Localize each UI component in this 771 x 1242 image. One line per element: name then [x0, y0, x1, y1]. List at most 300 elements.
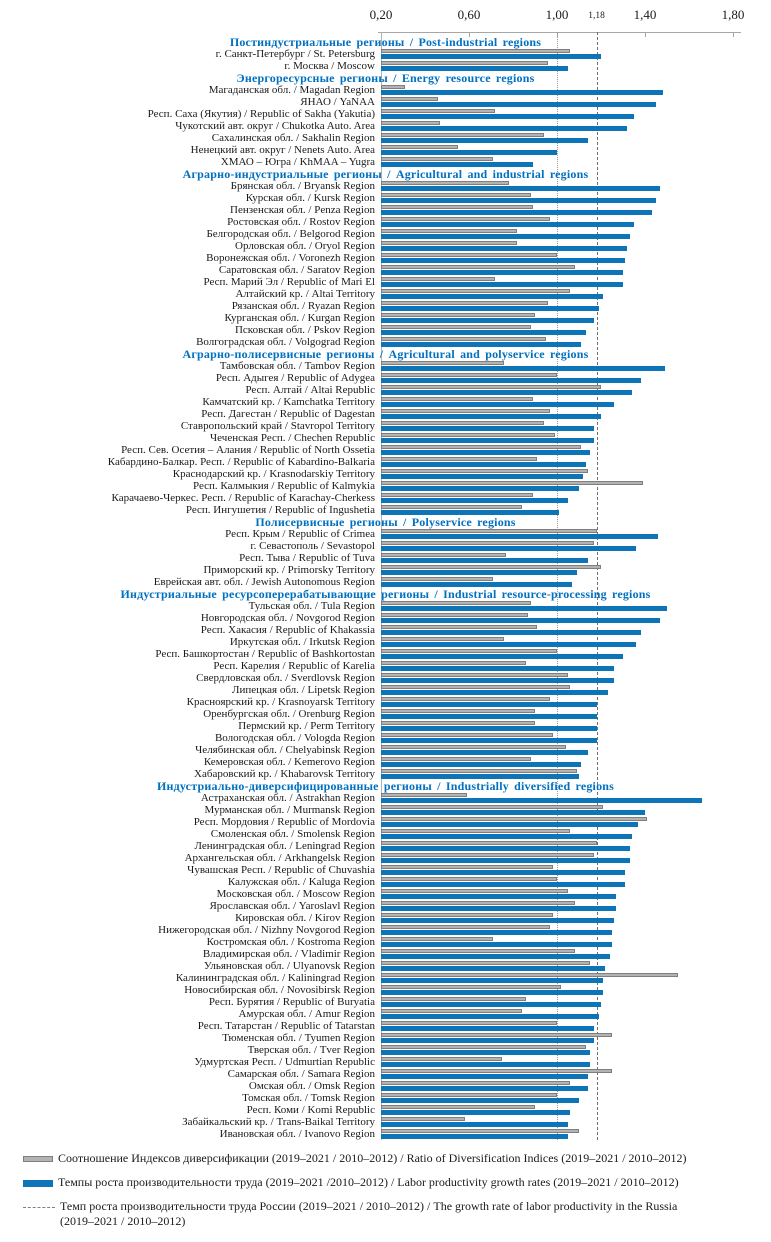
- productivity-growth-bar: [381, 138, 588, 143]
- region-row: [0, 936, 771, 948]
- group-header: Постиндустриальные регионы / Post-industrial regions: [229, 35, 542, 49]
- region-row: [0, 192, 771, 204]
- legend-label: Соотношение Индексов диверсификации (2019–2021 / 2010–2012) / Ratio of Diversification Indices (2019–2021 / 2010–2012): [58, 1151, 687, 1165]
- region-label: Мурманская обл. / Murmansk Region: [204, 804, 375, 816]
- diversification-ratio-bar: [381, 649, 557, 653]
- region-label: Смоленская обл. / Smolensk Region: [210, 828, 375, 840]
- productivity-growth-bar: [381, 1098, 579, 1103]
- region-label: Респ. Ингушетия / Republic of Ingushetia: [185, 504, 375, 516]
- region-label: Респ. Тыва / Republic of Tuva: [239, 552, 375, 564]
- diversification-ratio-bar: [381, 229, 517, 233]
- region-row: [0, 444, 771, 456]
- region-row: [0, 228, 771, 240]
- region-row: [0, 48, 771, 60]
- region-row: [0, 1056, 771, 1068]
- region-row: [0, 816, 771, 828]
- region-label: Пермский кр. / Perm Territory: [238, 720, 375, 732]
- diversification-ratio-bar: [381, 241, 517, 245]
- diversification-ratio-bar: [381, 1033, 612, 1037]
- productivity-growth-bar: [381, 606, 667, 611]
- diversification-ratio-bar: [381, 925, 550, 929]
- region-label: Кировская обл. / Kirov Region: [235, 912, 375, 924]
- region-row: [0, 864, 771, 876]
- diversification-ratio-bar: [381, 733, 553, 737]
- diversification-ratio-bar: [381, 1105, 535, 1109]
- region-label: Самарская обл. / Samara Region: [227, 1068, 375, 1080]
- region-row: [0, 948, 771, 960]
- region-row: [0, 1020, 771, 1032]
- diversification-ratio-bar: [381, 1069, 612, 1073]
- region-label: Астраханская обл. / Astrakhan Region: [200, 792, 375, 804]
- diversification-ratio-bar: [381, 313, 535, 317]
- productivity-growth-bar: [381, 798, 702, 803]
- productivity-growth-bar: [381, 1110, 570, 1115]
- region-label: Псковская обл. / Pskov Region: [234, 324, 375, 336]
- region-row: [0, 792, 771, 804]
- diversification-ratio-bar: [381, 193, 531, 197]
- productivity-growth-bar: [381, 714, 597, 719]
- region-row: [0, 708, 771, 720]
- productivity-growth-bar: [381, 762, 581, 767]
- group-header: Аграрно-полисервисные регионы / Agricultural and polyservice regions: [182, 347, 589, 361]
- blue-bar-swatch: [23, 1180, 53, 1187]
- productivity-growth-bar: [381, 870, 625, 875]
- productivity-growth-bar: [381, 54, 601, 59]
- region-row: [0, 528, 771, 540]
- legend: [23, 1151, 768, 1238]
- diversification-ratio-bar: [381, 433, 555, 437]
- productivity-growth-bar: [381, 942, 612, 947]
- region-row: [0, 684, 771, 696]
- diversification-ratio-bar: [381, 949, 575, 953]
- region-label: Ленинградская обл. / Leningrad Region: [194, 840, 375, 852]
- productivity-growth-bar: [381, 390, 632, 395]
- productivity-growth-bar: [381, 198, 656, 203]
- productivity-growth-bar: [381, 978, 603, 983]
- productivity-growth-bar: [381, 1134, 568, 1139]
- legend-label: [60, 1199, 677, 1229]
- region-row: [0, 552, 771, 564]
- diversification-ratio-bar: [381, 541, 594, 545]
- region-row: [0, 1092, 771, 1104]
- diversification-ratio-bar: [381, 49, 570, 53]
- region-label: Владимирская обл. / Vladimir Region: [202, 948, 375, 960]
- diversification-ratio-bar: [381, 205, 533, 209]
- region-row: [0, 312, 771, 324]
- productivity-growth-bar: [381, 1122, 568, 1127]
- region-row: [0, 612, 771, 624]
- diversification-ratio-bar: [381, 289, 570, 293]
- region-row: [0, 1008, 771, 1020]
- diversification-ratio-bar: [381, 661, 526, 665]
- region-row: [0, 468, 771, 480]
- region-row: [0, 456, 771, 468]
- region-label: Волгоградская обл. / Volgograd Region: [196, 336, 375, 348]
- productivity-growth-bar: [381, 810, 645, 815]
- region-row: [0, 240, 771, 252]
- productivity-growth-bar: [381, 258, 625, 263]
- region-label: Приморский кр. / Primorsky Territory: [203, 564, 375, 576]
- diversification-ratio-bar: [381, 253, 557, 257]
- diversification-ratio-bar: [381, 889, 568, 893]
- diversification-ratio-bar: [381, 325, 531, 329]
- diversification-ratio-bar: [381, 1081, 570, 1085]
- diversification-ratio-bar: [381, 817, 647, 821]
- region-label: Белгородская обл. / Belgorod Region: [206, 228, 375, 240]
- region-row: [0, 720, 771, 732]
- region-label: Респ. Саха (Якутия) / Republic of Sakha (Yakutia): [147, 108, 375, 120]
- productivity-growth-bar: [381, 966, 605, 971]
- region-row: [0, 1128, 771, 1140]
- region-label: Ульяновская обл. / Ulyanovsk Region: [203, 960, 375, 972]
- region-row: [0, 600, 771, 612]
- group-header: Индустриально-диверсифицированные регионы / Industrially diversified regions: [156, 779, 615, 793]
- legend-label-line2: (2019–2021 / 2010–2012): [60, 1214, 186, 1228]
- diversification-ratio-bar: [381, 1009, 522, 1013]
- region-row: [0, 972, 771, 984]
- region-label: Ставропольский край / Stavropol Territory: [180, 420, 375, 432]
- region-row: [0, 1068, 771, 1080]
- region-label: Ярославская обл. / Yaroslavl Region: [209, 900, 375, 912]
- region-label: Брянская обл. / Bryansk Region: [230, 180, 375, 192]
- diversification-ratio-bar: [381, 469, 588, 473]
- region-row: [0, 1032, 771, 1044]
- region-row: [0, 960, 771, 972]
- region-row: [0, 564, 771, 576]
- region-label: Тамбовская обл. / Tambov Region: [219, 360, 375, 372]
- legend-item-russia-rate: [23, 1199, 768, 1229]
- productivity-growth-bar: [381, 426, 594, 431]
- legend-item-productivity: [23, 1175, 768, 1190]
- region-label: Кемеровская обл. / Kemerovo Region: [203, 756, 375, 768]
- productivity-growth-bar: [381, 822, 638, 827]
- productivity-growth-bar: [381, 186, 660, 191]
- productivity-growth-bar: [381, 294, 603, 299]
- region-label: Ненецкий авт. округ / Nenets Auto. Area: [190, 144, 375, 156]
- region-label: Респ. Коми / Komi Republic: [246, 1104, 375, 1116]
- diversification-ratio-bar: [381, 145, 458, 149]
- productivity-growth-bar: [381, 990, 603, 995]
- region-label: Красноярский кр. / Krasnoyarsk Territory: [186, 696, 375, 708]
- region-row: [0, 276, 771, 288]
- productivity-growth-bar: [381, 618, 660, 623]
- productivity-growth-bar: [381, 654, 623, 659]
- region-row: [0, 912, 771, 924]
- diversification-ratio-bar: [381, 457, 537, 461]
- region-label: г. Санкт-Петербург / St. Petersburg: [215, 48, 375, 60]
- legend-item-diversification: [23, 1151, 768, 1166]
- diversification-ratio-bar: [381, 361, 504, 365]
- diversification-ratio-bar: [381, 61, 548, 65]
- diversification-ratio-bar: [381, 109, 495, 113]
- region-row: [0, 396, 771, 408]
- productivity-growth-bar: [381, 402, 614, 407]
- region-label: Респ. Татарстан / Republic of Tatarstan: [197, 1020, 375, 1032]
- region-row: [0, 888, 771, 900]
- productivity-growth-bar: [381, 222, 634, 227]
- region-row: [0, 660, 771, 672]
- productivity-growth-bar: [381, 678, 614, 683]
- region-row: [0, 756, 771, 768]
- diversification-ratio-bar: [381, 157, 493, 161]
- diversification-ratio-bar: [381, 121, 440, 125]
- region-row: [0, 852, 771, 864]
- region-label: Новгородская обл. / Novgorod Region: [200, 612, 375, 624]
- productivity-growth-bar: [381, 726, 597, 731]
- productivity-growth-bar: [381, 1014, 599, 1019]
- region-row: [0, 432, 771, 444]
- productivity-growth-bar: [381, 234, 630, 239]
- region-label: Камчатский кр. / Kamchatka Territory: [202, 396, 375, 408]
- region-label: Кабардино-Балкар. Респ. / Republic of Kabardino-Balkaria: [107, 456, 375, 468]
- diversification-ratio-bar: [381, 961, 590, 965]
- x-axis-tick-label: 0,60: [457, 7, 481, 22]
- productivity-growth-bar: [381, 486, 579, 491]
- region-label: ХМАО – Югра / KhMAA – Yugra: [220, 156, 375, 168]
- diversification-ratio-bar: [381, 673, 568, 677]
- region-row: [0, 216, 771, 228]
- productivity-growth-bar: [381, 534, 658, 539]
- region-label: Свердловская обл. / Sverdlovsk Region: [196, 672, 375, 684]
- region-label: Липецкая обл. / Lipetsk Region: [231, 684, 375, 696]
- diversification-ratio-bar: [381, 565, 601, 569]
- diversification-ratio-bar: [381, 265, 575, 269]
- productivity-growth-bar: [381, 846, 630, 851]
- diversification-ratio-bar: [381, 841, 597, 845]
- region-label: Нижегородская обл. / Nizhny Novgorod Region: [158, 924, 375, 936]
- productivity-growth-bar: [381, 318, 594, 323]
- diversification-ratio-bar: [381, 901, 575, 905]
- diversification-ratio-bar: [381, 529, 597, 533]
- region-row: [0, 696, 771, 708]
- group-header: Энергоресурсные регионы / Energy resource regions: [236, 71, 535, 85]
- region-label: ЯНАО / YaNAA: [300, 96, 375, 108]
- region-label: Орловская обл. / Oryol Region: [235, 240, 375, 252]
- region-row: [0, 480, 771, 492]
- region-row: [0, 120, 771, 132]
- productivity-growth-bar: [381, 210, 652, 215]
- region-label: Удмуртская Респ. / Udmurtian Republic: [194, 1056, 375, 1068]
- region-label: Вологодская обл. / Vologda Region: [214, 732, 375, 744]
- productivity-growth-bar: [381, 918, 614, 923]
- productivity-growth-bar: [381, 102, 656, 107]
- region-row: [0, 624, 771, 636]
- productivity-growth-bar: [381, 1002, 601, 1007]
- productivity-growth-bar: [381, 690, 608, 695]
- region-label: Еврейская авт. обл. / Jewish Autonomous Region: [153, 576, 375, 588]
- productivity-growth-bar: [381, 246, 627, 251]
- productivity-growth-bar: [381, 414, 601, 419]
- diversification-ratio-bar: [381, 829, 570, 833]
- region-row: [0, 828, 771, 840]
- diversification-ratio-bar: [381, 793, 467, 797]
- region-row: [0, 132, 771, 144]
- region-label: Саратовская обл. / Saratov Region: [218, 264, 375, 276]
- diversification-ratio-bar: [381, 709, 535, 713]
- productivity-growth-bar: [381, 1074, 588, 1079]
- region-label: Омская обл. / Omsk Region: [248, 1080, 375, 1092]
- diversification-ratio-bar: [381, 481, 643, 485]
- region-label: Иркутская обл. / Irkutsk Region: [229, 636, 375, 648]
- region-label: Новосибирская обл. / Novosibirsk Region: [184, 984, 375, 996]
- region-row: [0, 648, 771, 660]
- productivity-growth-bar: [381, 882, 625, 887]
- legend-label: Темпы роста производительности труда (2019–2021 /2010–2012) / Labor productivity growth rates (2019–2021 / 2010–2012): [58, 1175, 679, 1189]
- productivity-growth-bar: [381, 630, 641, 635]
- region-row: [0, 1104, 771, 1116]
- group-header: Индустриальные ресурсоперерабатывающие регионы / Industrial resource-processing regions: [120, 587, 651, 601]
- region-row: [0, 108, 771, 120]
- productivity-growth-bar: [381, 930, 612, 935]
- productivity-growth-bar: [381, 666, 614, 671]
- productivity-growth-bar: [381, 498, 568, 503]
- x-axis-tick-label: 1,18: [588, 11, 605, 21]
- productivity-growth-bar: [381, 270, 623, 275]
- x-axis-tick-label: 1,40: [633, 7, 657, 22]
- chart-rows: [0, 36, 771, 1140]
- productivity-growth-bar: [381, 306, 599, 311]
- x-axis-tick-label: 0,20: [369, 7, 393, 22]
- productivity-growth-bar: [381, 894, 616, 899]
- diversification-ratio-bar: [381, 337, 546, 341]
- region-label: Воронежская обл. / Voronezh Region: [206, 252, 375, 264]
- region-label: Алтайский кр. / Altai Territory: [235, 288, 375, 300]
- region-row: [0, 324, 771, 336]
- region-row: [0, 732, 771, 744]
- region-label: Челябинская обл. / Chelyabinsk Region: [195, 744, 375, 756]
- region-row: [0, 744, 771, 756]
- productivity-growth-bar: [381, 378, 641, 383]
- region-row: [0, 984, 771, 996]
- region-label: Чукотский авт. округ / Chukotka Auto. Area: [175, 120, 375, 132]
- productivity-growth-bar: [381, 1062, 590, 1067]
- region-row: [0, 840, 771, 852]
- diversification-ratio-bar: [381, 997, 526, 1001]
- region-label: Чувашская Респ. / Republic of Chuvashia: [187, 864, 375, 876]
- legend-label-line1: Темп роста производительности труда России (2019–2021 / 2010–2012) / The growth rate of labor productivity in the Russia: [60, 1199, 678, 1213]
- diversification-ratio-bar: [381, 877, 557, 881]
- region-label: Респ. Калмыкия / Republic of Kalmykia: [192, 480, 375, 492]
- diversification-ratio-bar: [381, 769, 577, 773]
- productivity-growth-bar: [381, 1038, 594, 1043]
- diversification-ratio-bar: [381, 853, 594, 857]
- region-row: [0, 1044, 771, 1056]
- diversification-ratio-bar: [381, 445, 581, 449]
- region-row: [0, 252, 771, 264]
- region-row: [0, 204, 771, 216]
- region-label: Курская обл. / Kursk Region: [245, 192, 375, 204]
- region-row: [0, 384, 771, 396]
- diversification-ratio-bar: [381, 973, 678, 977]
- region-label: Респ. Крым / Republic of Crimea: [225, 528, 375, 540]
- diversification-ratio-bar: [381, 373, 557, 377]
- productivity-growth-bar: [381, 114, 634, 119]
- region-label: Ростовская обл. / Rostov Region: [227, 216, 375, 228]
- diversification-ratio-bar: [381, 1021, 557, 1025]
- productivity-growth-bar: [381, 906, 616, 911]
- productivity-growth-bar: [381, 126, 627, 131]
- diversification-ratio-bar: [381, 697, 550, 701]
- region-row: [0, 96, 771, 108]
- productivity-growth-bar: [381, 366, 665, 371]
- region-row: [0, 144, 771, 156]
- region-label: Респ. Хакасия / Republic of Khakassia: [200, 624, 375, 636]
- region-row: [0, 636, 771, 648]
- diversification-ratio-bar: [381, 637, 504, 641]
- region-label: Хабаровский кр. / Khabarovsk Territory: [194, 768, 375, 780]
- diversification-ratio-bar: [381, 685, 570, 689]
- diversification-ratio-bar: [381, 1057, 502, 1061]
- region-label: Магаданская обл. / Magadan Region: [208, 84, 375, 96]
- region-row: [0, 1080, 771, 1092]
- productivity-growth-bar: [381, 450, 590, 455]
- group-header: Аграрно-индустриальные регионы / Agricultural and industrial regions: [182, 167, 589, 181]
- diversification-ratio-bar: [381, 721, 535, 725]
- region-row: [0, 420, 771, 432]
- region-label: Московская обл. / Moscow Region: [216, 888, 375, 900]
- diversification-ratio-bar: [381, 1117, 465, 1121]
- region-row: [0, 408, 771, 420]
- diversification-ratio-bar: [381, 97, 438, 101]
- diversification-ratio-bar: [381, 937, 493, 941]
- region-label: Респ. Мордовия / Republic of Mordovia: [193, 816, 375, 828]
- region-row: [0, 876, 771, 888]
- productivity-growth-bar: [381, 462, 586, 467]
- region-label: Томская обл. / Tomsk Region: [242, 1092, 375, 1104]
- diversification-ratio-bar: [381, 505, 522, 509]
- productivity-growth-bar: [381, 1086, 588, 1091]
- region-label: Пензенская обл. / Penza Region: [230, 204, 375, 216]
- region-row: [0, 996, 771, 1008]
- region-label: Курганская обл. / Kurgan Region: [224, 312, 375, 324]
- region-label: Оренбургская обл. / Orenburg Region: [203, 708, 375, 720]
- region-label: Амурская обл. / Amur Region: [238, 1008, 375, 1020]
- productivity-growth-bar: [381, 150, 557, 155]
- region-label: Респ. Башкортостан / Republic of Bashkortostan: [155, 648, 375, 660]
- region-label: Тульская обл. / Tula Region: [248, 600, 375, 612]
- productivity-growth-bar: [381, 642, 636, 647]
- diversification-ratio-bar: [381, 277, 495, 281]
- region-label: Респ. Бурятия / Republic of Buryatia: [208, 996, 375, 1008]
- diversification-ratio-bar: [381, 625, 537, 629]
- x-axis-tick-label: 1,00: [545, 7, 569, 22]
- productivity-growth-bar: [381, 738, 597, 743]
- region-label: г. Москва / Moscow: [284, 60, 375, 72]
- diversification-ratio-bar: [381, 601, 531, 605]
- region-row: [0, 804, 771, 816]
- productivity-growth-bar: [381, 558, 588, 563]
- productivity-growth-bar: [381, 546, 636, 551]
- region-row: [0, 360, 771, 372]
- group-header: Полисервисные регионы / Polyservice regions: [255, 515, 516, 529]
- productivity-growth-bar: [381, 1026, 594, 1031]
- diversification-ratio-bar: [381, 913, 553, 917]
- region-row: [0, 288, 771, 300]
- region-label: Респ. Сев. Осетия – Алания / Republic of North Ossetia: [121, 444, 375, 456]
- productivity-growth-bar: [381, 1050, 590, 1055]
- region-row: [0, 672, 771, 684]
- diversification-ratio-bar: [381, 133, 544, 137]
- region-label: Тверская обл. / Tver Region: [247, 1044, 375, 1056]
- diversification-ratio-bar: [381, 1045, 586, 1049]
- region-label: Забайкальский кр. / Trans-Baikal Territory: [182, 1116, 375, 1128]
- diversification-ratio-bar: [381, 85, 405, 89]
- productivity-growth-bar: [381, 750, 588, 755]
- productivity-growth-bar: [381, 834, 632, 839]
- x-axis-tick-label: 1,80: [721, 7, 745, 22]
- region-label: Краснодарский кр. / Krasnodarskiy Territory: [172, 468, 375, 480]
- diversification-ratio-bar: [381, 1093, 557, 1097]
